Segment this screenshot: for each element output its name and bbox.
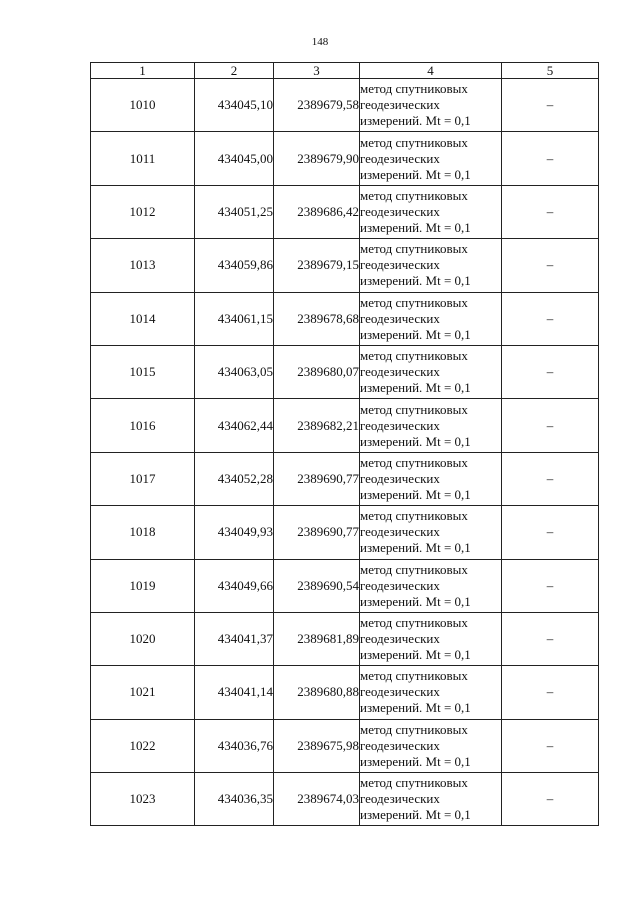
y-coordinate-cell: 2389690,77 bbox=[274, 452, 360, 505]
method-cell bbox=[360, 292, 502, 345]
table-row bbox=[91, 666, 599, 719]
method-cell bbox=[360, 185, 502, 238]
method-cell bbox=[360, 666, 502, 719]
method-text-line: измерений. Mt = 0,1 bbox=[360, 273, 471, 289]
method-text-line: геодезических bbox=[360, 310, 440, 326]
x-coordinate-cell: 434041,37 bbox=[195, 612, 274, 665]
method-cell bbox=[360, 559, 502, 612]
table-row bbox=[91, 559, 599, 612]
method-cell bbox=[360, 345, 502, 398]
x-coordinate-cell: 434049,93 bbox=[195, 506, 274, 559]
y-coordinate-cell: 2389679,15 bbox=[274, 239, 360, 292]
method-cell bbox=[360, 79, 502, 132]
method-text-line: метод спутниковых bbox=[360, 615, 468, 631]
point-number-cell: 1013 bbox=[91, 239, 195, 292]
method-cell bbox=[360, 612, 502, 665]
x-coordinate-cell: 434051,25 bbox=[195, 185, 274, 238]
table-row bbox=[91, 773, 599, 826]
note-cell: – bbox=[502, 773, 599, 826]
method-text-line: геодезических bbox=[360, 364, 440, 380]
header-col-1: 1 bbox=[91, 63, 195, 79]
y-coordinate-cell: 2389682,21 bbox=[274, 399, 360, 452]
method-text-line: геодезических bbox=[360, 417, 440, 433]
method-text-line: метод спутниковых bbox=[360, 241, 468, 257]
x-coordinate-cell: 434041,14 bbox=[195, 666, 274, 719]
x-coordinate-cell: 434036,76 bbox=[195, 719, 274, 772]
method-text-line: метод спутниковых bbox=[360, 721, 468, 737]
note-cell: – bbox=[502, 292, 599, 345]
y-coordinate-cell: 2389680,88 bbox=[274, 666, 360, 719]
method-cell bbox=[360, 399, 502, 452]
note-cell: – bbox=[502, 399, 599, 452]
note-cell: – bbox=[502, 506, 599, 559]
y-coordinate-cell: 2389690,77 bbox=[274, 506, 360, 559]
method-cell bbox=[360, 719, 502, 772]
method-text-line: метод спутниковых bbox=[360, 508, 468, 524]
method-text-line: измерений. Mt = 0,1 bbox=[360, 219, 471, 235]
x-coordinate-cell: 434045,00 bbox=[195, 132, 274, 185]
method-text-line: метод спутниковых bbox=[360, 454, 468, 470]
method-cell bbox=[360, 773, 502, 826]
note-cell: – bbox=[502, 79, 599, 132]
x-coordinate-cell: 434049,66 bbox=[195, 559, 274, 612]
point-number-cell: 1017 bbox=[91, 452, 195, 505]
method-text-line: геодезических bbox=[360, 791, 440, 807]
method-text-line: измерений. Mt = 0,1 bbox=[360, 753, 471, 769]
method-text-line: метод спутниковых bbox=[360, 775, 468, 791]
x-coordinate-cell: 434062,44 bbox=[195, 399, 274, 452]
method-text-line: метод спутниковых bbox=[360, 561, 468, 577]
table-row bbox=[91, 345, 599, 398]
note-cell: – bbox=[502, 719, 599, 772]
table-row bbox=[91, 239, 599, 292]
y-coordinate-cell: 2389690,54 bbox=[274, 559, 360, 612]
method-cell bbox=[360, 452, 502, 505]
note-cell: – bbox=[502, 666, 599, 719]
table-row bbox=[91, 185, 599, 238]
method-text-line: геодезических bbox=[360, 203, 440, 219]
point-number-cell: 1023 bbox=[91, 773, 195, 826]
y-coordinate-cell: 2389675,98 bbox=[274, 719, 360, 772]
y-coordinate-cell: 2389680,07 bbox=[274, 345, 360, 398]
method-text-line: метод спутниковых bbox=[360, 348, 468, 364]
table-row bbox=[91, 719, 599, 772]
method-text-line: метод спутниковых bbox=[360, 187, 468, 203]
point-number-cell: 1012 bbox=[91, 185, 195, 238]
header-col-3: 3 bbox=[274, 63, 360, 79]
method-text-line: метод спутниковых bbox=[360, 294, 468, 310]
method-text-line: геодезических bbox=[360, 631, 440, 647]
table-row bbox=[91, 452, 599, 505]
y-coordinate-cell: 2389681,89 bbox=[274, 612, 360, 665]
table-header-row bbox=[91, 63, 599, 79]
header-col-4: 4 bbox=[360, 63, 502, 79]
method-text-line: геодезических bbox=[360, 257, 440, 273]
point-number-cell: 1021 bbox=[91, 666, 195, 719]
method-text-line: метод спутниковых bbox=[360, 401, 468, 417]
method-text-line: геодезических bbox=[360, 524, 440, 540]
point-number-cell: 1020 bbox=[91, 612, 195, 665]
note-cell: – bbox=[502, 559, 599, 612]
point-number-cell: 1019 bbox=[91, 559, 195, 612]
method-text-line: геодезических bbox=[360, 97, 440, 113]
method-text-line: измерений. Mt = 0,1 bbox=[360, 807, 471, 823]
point-number-cell: 1010 bbox=[91, 79, 195, 132]
table-row bbox=[91, 292, 599, 345]
method-cell bbox=[360, 239, 502, 292]
point-number-cell: 1011 bbox=[91, 132, 195, 185]
coordinates-table bbox=[90, 62, 599, 826]
method-cell bbox=[360, 132, 502, 185]
x-coordinate-cell: 434063,05 bbox=[195, 345, 274, 398]
method-text-line: измерений. Mt = 0,1 bbox=[360, 380, 471, 396]
x-coordinate-cell: 434036,35 bbox=[195, 773, 274, 826]
point-number-cell: 1018 bbox=[91, 506, 195, 559]
method-text-line: измерений. Mt = 0,1 bbox=[360, 647, 471, 663]
table-row bbox=[91, 612, 599, 665]
y-coordinate-cell: 2389679,90 bbox=[274, 132, 360, 185]
note-cell: – bbox=[502, 132, 599, 185]
table-body bbox=[91, 79, 599, 826]
note-cell: – bbox=[502, 345, 599, 398]
point-number-cell: 1016 bbox=[91, 399, 195, 452]
header-col-2: 2 bbox=[195, 63, 274, 79]
method-text-line: геодезических bbox=[360, 470, 440, 486]
table-row bbox=[91, 399, 599, 452]
method-text-line: геодезических bbox=[360, 150, 440, 166]
method-text-line: геодезических bbox=[360, 737, 440, 753]
note-cell: – bbox=[502, 185, 599, 238]
x-coordinate-cell: 434052,28 bbox=[195, 452, 274, 505]
method-text-line: измерений. Mt = 0,1 bbox=[360, 113, 471, 129]
method-text-line: измерений. Mt = 0,1 bbox=[360, 166, 471, 182]
method-text-line: геодезических bbox=[360, 577, 440, 593]
y-coordinate-cell: 2389674,03 bbox=[274, 773, 360, 826]
point-number-cell: 1014 bbox=[91, 292, 195, 345]
page-number: 148 bbox=[311, 36, 329, 48]
y-coordinate-cell: 2389679,58 bbox=[274, 79, 360, 132]
method-text-line: измерений. Mt = 0,1 bbox=[360, 593, 471, 609]
y-coordinate-cell: 2389678,68 bbox=[274, 292, 360, 345]
table-row bbox=[91, 506, 599, 559]
method-text-line: измерений. Mt = 0,1 bbox=[360, 486, 471, 502]
x-coordinate-cell: 434061,15 bbox=[195, 292, 274, 345]
point-number-cell: 1015 bbox=[91, 345, 195, 398]
method-text-line: метод спутниковых bbox=[360, 668, 468, 684]
method-text-line: метод спутниковых bbox=[360, 134, 468, 150]
method-text-line: измерений. Mt = 0,1 bbox=[360, 540, 471, 556]
note-cell: – bbox=[502, 239, 599, 292]
y-coordinate-cell: 2389686,42 bbox=[274, 185, 360, 238]
method-text-line: метод спутниковых bbox=[360, 81, 468, 97]
point-number-cell: 1022 bbox=[91, 719, 195, 772]
x-coordinate-cell: 434059,86 bbox=[195, 239, 274, 292]
method-cell bbox=[360, 506, 502, 559]
method-text-line: измерений. Mt = 0,1 bbox=[360, 326, 471, 342]
method-text-line: геодезических bbox=[360, 684, 440, 700]
method-text-line: измерений. Mt = 0,1 bbox=[360, 433, 471, 449]
table-row bbox=[91, 132, 599, 185]
note-cell: – bbox=[502, 612, 599, 665]
method-text-line: измерений. Mt = 0,1 bbox=[360, 700, 471, 716]
table-row bbox=[91, 79, 599, 132]
x-coordinate-cell: 434045,10 bbox=[195, 79, 274, 132]
note-cell: – bbox=[502, 452, 599, 505]
header-col-5: 5 bbox=[502, 63, 599, 79]
